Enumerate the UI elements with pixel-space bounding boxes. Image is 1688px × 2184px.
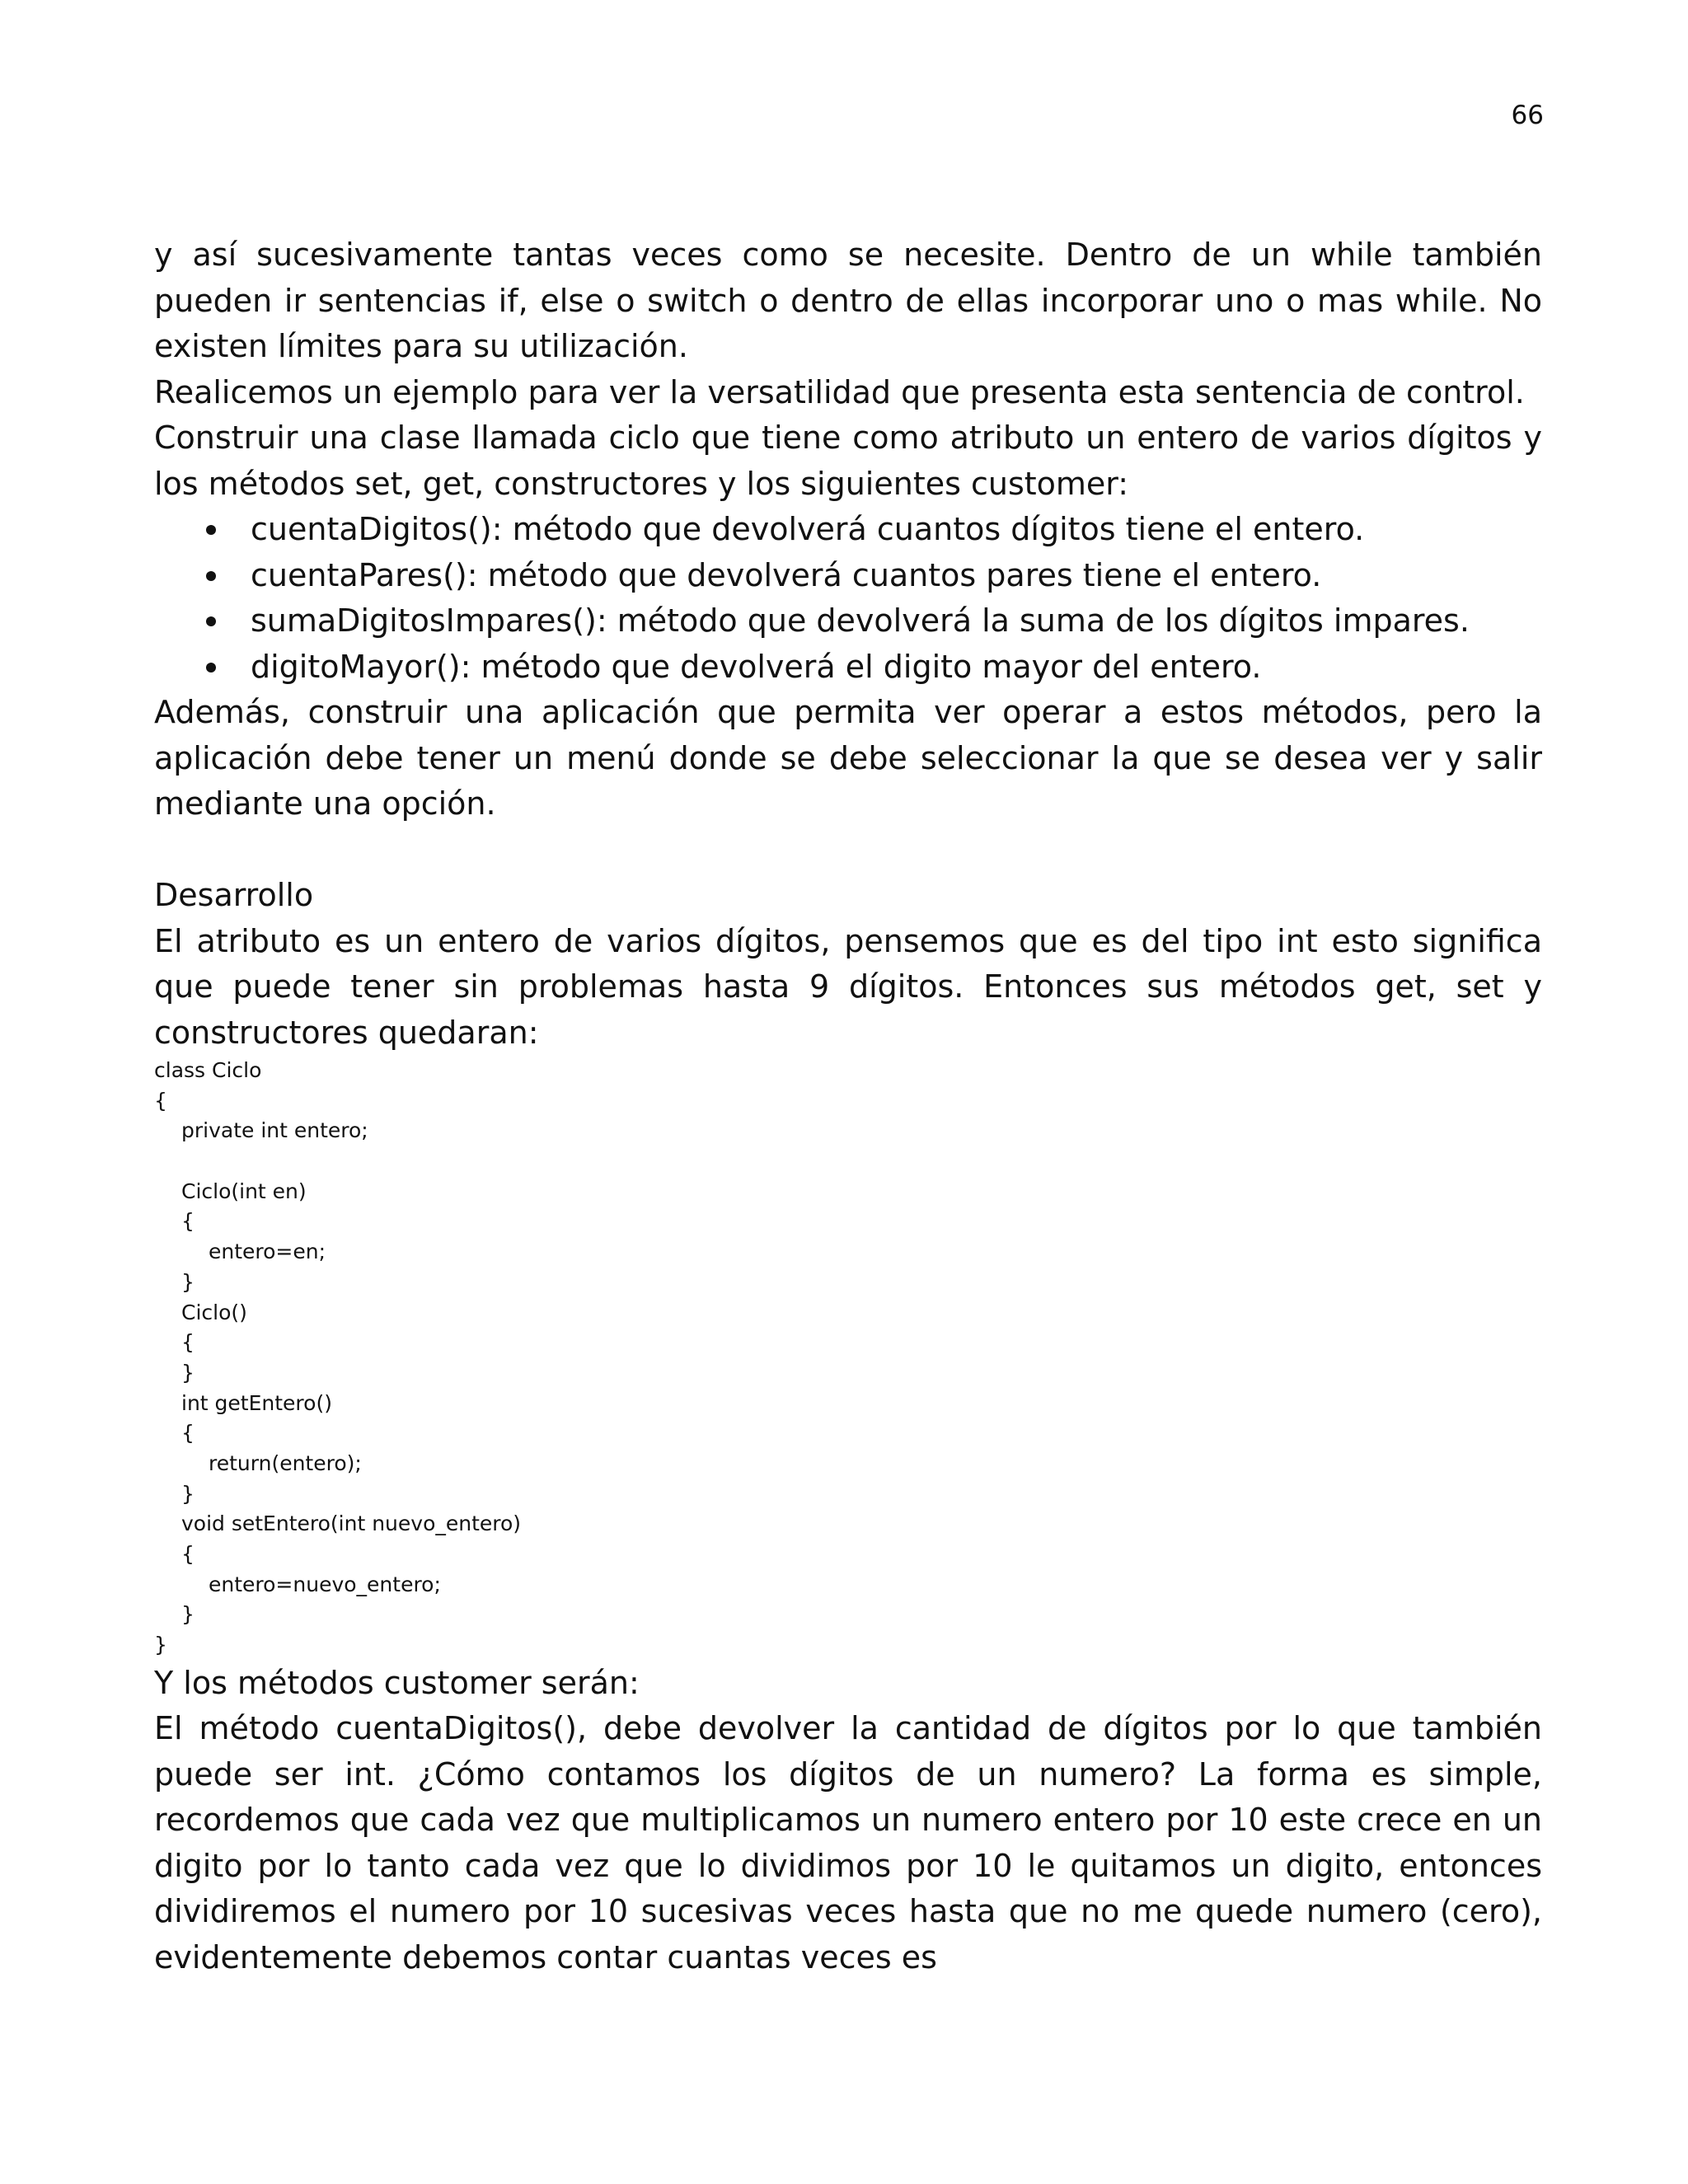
code-line: class Ciclo	[154, 1058, 262, 1082]
page-number: 66	[1511, 101, 1544, 130]
list-item: cuentaDigitos(): método que devolverá cuantos dígitos tiene el entero.	[154, 507, 1542, 553]
code-line: }	[181, 1602, 195, 1627]
code-line: }	[181, 1269, 195, 1294]
paragraph-application: Además, construir una aplicación que permita ver operar a estos métodos, pero la aplicación debe tener un menú donde se debe seleccionar la que se desea ver y salir mediante una opción.	[154, 694, 1542, 822]
code-line: return(entero);	[209, 1451, 362, 1475]
code-line: }	[154, 1633, 167, 1657]
code-line: private int entero;	[181, 1118, 368, 1143]
code-line: {	[181, 1330, 195, 1355]
code-line: {	[181, 1421, 195, 1446]
list-item: cuentaPares(): método que devolverá cuantos pares tiene el entero.	[154, 553, 1542, 599]
bullet-icon	[206, 525, 216, 535]
code-line: Ciclo(int en)	[181, 1179, 307, 1203]
paragraph-exercise: Construir una clase llamada ciclo que tiene como atributo un entero de varios dígitos y los métodos set, get, constructores y los siguientes customer:	[154, 419, 1542, 502]
paragraph-desarrollo: El atributo es un entero de varios dígitos, pensemos que es del tipo int esto significa que puede tener sin problemas hasta 9 dígitos. Entonces sus métodos get, set y constructores quedaran:	[154, 922, 1542, 1051]
paragraph-intro: y así sucesivamente tantas veces como se necesite. Dentro de un while también pueden ir sentencias if, else o switch o dentro de ellas incorporar uno o mas while. No existen límites para su utilización.	[154, 237, 1542, 364]
bullet-icon	[206, 663, 216, 673]
list-item: digitoMayor(): método que devolverá el digito mayor del entero.	[154, 644, 1542, 691]
code-block	[154, 1056, 1542, 1661]
method-list	[154, 507, 1542, 690]
code-line: {	[181, 1209, 195, 1234]
section-heading: Desarrollo	[154, 877, 314, 913]
code-line: }	[181, 1360, 195, 1385]
blank-line	[154, 827, 1542, 874]
paragraph-customer-heading: Y los métodos customer serán:	[154, 1664, 640, 1701]
code-line: entero=nuevo_entero;	[209, 1572, 441, 1596]
paragraph-cuenta-digitos: El método cuentaDigitos(), debe devolver la cantidad de dígitos por lo que también puede ser int. ¿Cómo contamos los dígitos de un numero? La forma es simple, recordemos que cada vez que multiplicamos un numero entero por 10 este crece en un digito por lo tanto cada vez que lo dividimos por 10 le quitamos un digito, entonces dividiremos el numero por 10 sucesivas veces hasta que no me quede numero (cero), evidentemente debemos contar cuantas veces es	[154, 1710, 1542, 1975]
page-content	[154, 232, 1542, 1980]
code-line: Ciclo()	[181, 1300, 247, 1324]
code-line: }	[181, 1481, 195, 1506]
bullet-icon	[206, 616, 216, 626]
code-line	[154, 1146, 1542, 1177]
code-line: void setEntero(int nuevo_entero)	[181, 1511, 522, 1536]
code-line: {	[154, 1088, 167, 1113]
code-line: {	[181, 1542, 195, 1566]
code-line: int getEntero()	[181, 1390, 332, 1415]
paragraph-example: Realicemos un ejemplo para ver la versatilidad que presenta esta sentencia de control.	[154, 373, 1525, 410]
bullet-icon	[206, 571, 216, 581]
code-line: entero=en;	[209, 1240, 326, 1264]
list-item: sumaDigitosImpares(): método que devolverá la suma de los dígitos impares.	[154, 598, 1542, 644]
